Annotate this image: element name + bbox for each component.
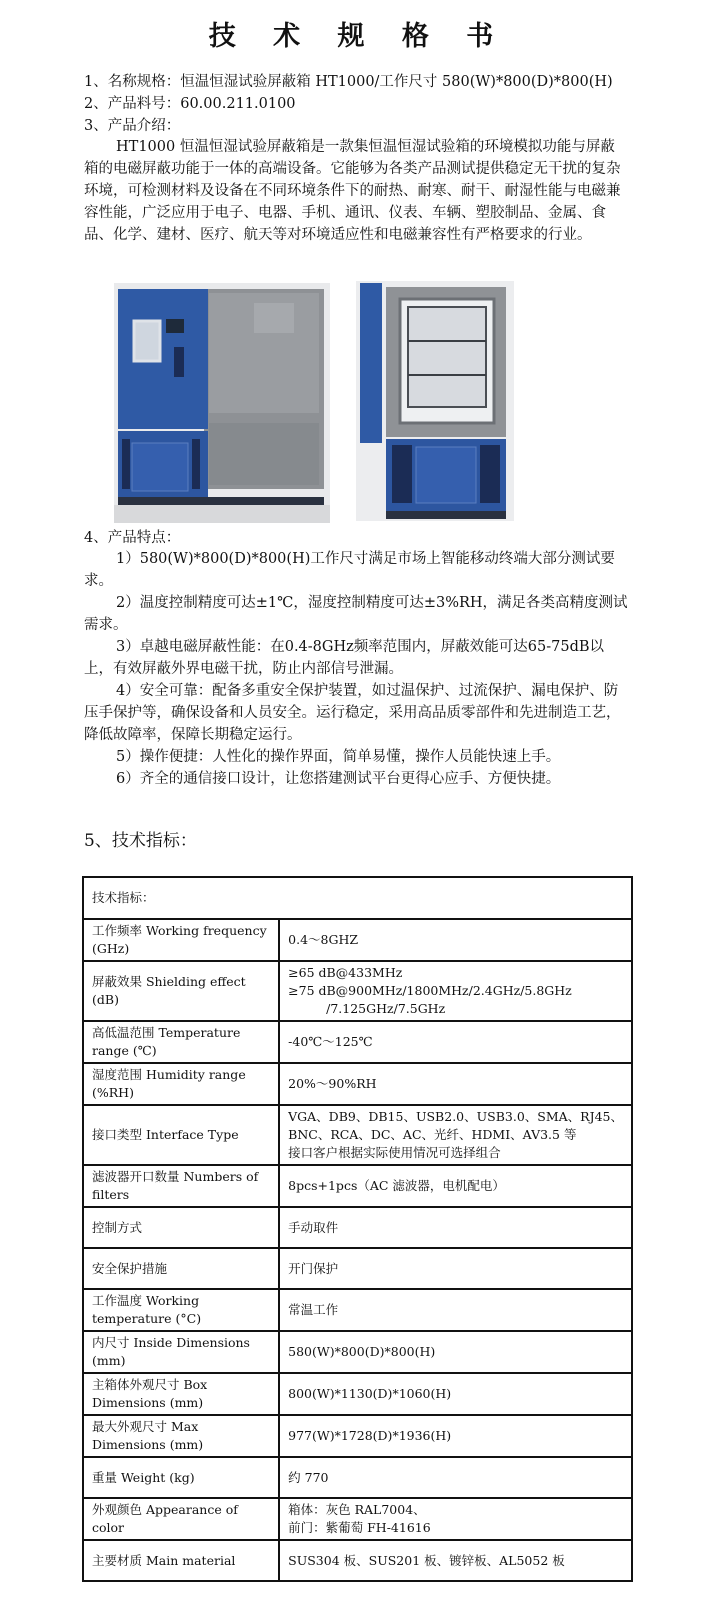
spec-value: 580(W)*800(D)*800(H)	[279, 1331, 632, 1373]
spec-value-line: 接口客户根据实际使用情况可选择组合	[288, 1145, 501, 1160]
spec-value: 开门保护	[279, 1248, 632, 1289]
spec-value: 手动取件	[279, 1207, 632, 1248]
table-row	[83, 1331, 632, 1373]
spec-value-line: 前门：紫葡萄 FH-41616	[288, 1520, 431, 1535]
document-title: 技 术 规 格 书	[208, 21, 508, 52]
spec-value: 800(W)*1130(D)*1060(H)	[279, 1373, 632, 1415]
specs-table	[82, 876, 633, 1582]
spec-label: 湿度范围 Humidity range (%RH)	[83, 1063, 279, 1105]
spec-value: SUS304 板、SUS201 板、镀锌板、AL5052 板	[279, 1540, 632, 1581]
spec-value-line: BNC、RCA、DC、AC、光纤、HDMI、AV3.5 等	[288, 1127, 577, 1142]
spec-value-line: 箱体：灰色 RAL7004、	[288, 1502, 426, 1517]
spec-value: 0.4～8GHZ	[279, 919, 632, 961]
spec-value-line: VGA、DB9、DB15、USB2.0、USB3.0、SMA、RJ45、	[288, 1109, 623, 1124]
table-row	[83, 1207, 632, 1248]
spec-value	[279, 1105, 632, 1165]
table-row	[83, 1540, 632, 1581]
spec-label: 外观颜色 Appearance of color	[83, 1498, 279, 1540]
spec-value: 约 770	[279, 1457, 632, 1498]
table-row	[83, 1415, 632, 1457]
spec-value: 常温工作	[279, 1289, 632, 1331]
spec-line: 1、名称规格：恒温恒湿试验屏蔽箱 HT1000/工作尺寸 580(W)*800(D)*800(H)	[84, 74, 613, 90]
table-row	[83, 1248, 632, 1289]
spec-label: 重量 Weight (kg)	[83, 1457, 279, 1498]
spec-label: 最大外观尺寸 Max Dimensions (mm)	[83, 1415, 279, 1457]
spec-label: 接口类型 Interface Type	[83, 1105, 279, 1165]
feature-item: 3）卓越电磁屏蔽性能：在0.4-8GHz频率范围内，屏蔽效能可达65-75dB以上，有效屏蔽外界电磁干扰，防止内部信号泄漏。	[84, 639, 605, 677]
feature-item: 6）齐全的通信接口设计，让您搭建测试平台更得心应手、方便快捷。	[116, 771, 561, 787]
specs-heading: 5、技术指标：	[84, 831, 197, 851]
table-header-row	[83, 877, 632, 919]
table-row	[83, 1105, 632, 1165]
spec-value: 8pcs+1pcs（AC 滤波器，电机配电）	[279, 1165, 632, 1207]
spec-value: 20%～90%RH	[279, 1063, 632, 1105]
table-row	[83, 1457, 632, 1498]
spec-label: 工作频率 Working frequency (GHz)	[83, 919, 279, 961]
table-header-cell: 技术指标：	[83, 877, 632, 919]
spec-label: 控制方式	[83, 1207, 279, 1248]
spec-value-line: /7.125GHz/7.5GHz	[326, 1001, 446, 1016]
spec-value	[279, 961, 632, 1021]
chamber-open-photo	[356, 281, 514, 521]
spec-value: -40℃～125℃	[279, 1021, 632, 1063]
features-heading: 4、产品特点：	[84, 530, 181, 546]
table-row	[83, 1021, 632, 1063]
spec-label: 滤波器开口数量 Numbers of filters	[83, 1165, 279, 1207]
spec-value	[279, 1498, 632, 1540]
spec-label: 屏蔽效果 Shielding effect (dB)	[83, 961, 279, 1021]
spec-value: 977(W)*1728(D)*1936(H)	[279, 1415, 632, 1457]
spec-value-line: ≥75 dB@900MHz/1800MHz/2.4GHz/5.8GHz	[288, 983, 572, 998]
spec-label: 主箱体外观尺寸 Box Dimensions (mm)	[83, 1373, 279, 1415]
table-row	[83, 1498, 632, 1540]
table-row	[83, 961, 632, 1021]
feature-item: 2）温度控制精度可达±1℃，湿度控制精度可达±3%RH，满足各类高精度测试需求。	[84, 595, 628, 633]
spec-label: 内尺寸 Inside Dimensions (mm)	[83, 1331, 279, 1373]
feature-item: 4）安全可靠：配备多重安全保护装置，如过温保护、过流保护、漏电保护、防压手保护等，确保设备和人员安全。运行稳定，采用高品质零部件和先进制造工艺，降低故障率，保障长期稳定运行。	[84, 683, 621, 743]
table-row	[83, 1373, 632, 1415]
spec-label: 安全保护措施	[83, 1248, 279, 1289]
intro-heading: 3、产品介绍：	[84, 118, 181, 134]
intro-paragraph: HT1000 恒温恒湿试验屏蔽箱是一款集恒温恒湿试验箱的环境模拟功能与屏蔽箱的电磁屏蔽功能于一体的高端设备。它能够为各类产品测试提供稳定无干扰的复杂环境，可检测材料及设备在不同环境条件下的耐热、耐寒、耐干、耐湿性能与电磁兼容性能，广泛应用于电子、电器、手机、通讯、仪表、车辆、塑胶制品、金属、食品、化学、建材、医疗、航天等对环境适应性和电磁兼容性有严格要求的行业。	[84, 139, 621, 243]
table-row	[83, 1063, 632, 1105]
feature-item: 5）操作便捷：人性化的操作界面，简单易懂，操作人员能快速上手。	[116, 749, 561, 765]
chamber-closed-photo	[114, 283, 330, 523]
feature-item: 1）580(W)*800(D)*800(H)工作尺寸满足市场上智能移动终端大部分测试要求。	[84, 551, 615, 589]
part-number-line: 2、产品料号：60.00.211.0100	[84, 96, 296, 112]
table-row	[83, 1165, 632, 1207]
table-row	[83, 919, 632, 961]
spec-label: 主要材质 Main material	[83, 1540, 279, 1581]
spec-label: 高低温范围 Temperature range (℃)	[83, 1021, 279, 1063]
table-row	[83, 1289, 632, 1331]
spec-value-line: ≥65 dB@433MHz	[288, 965, 403, 980]
spec-label: 工作温度 Working temperature (°C)	[83, 1289, 279, 1331]
